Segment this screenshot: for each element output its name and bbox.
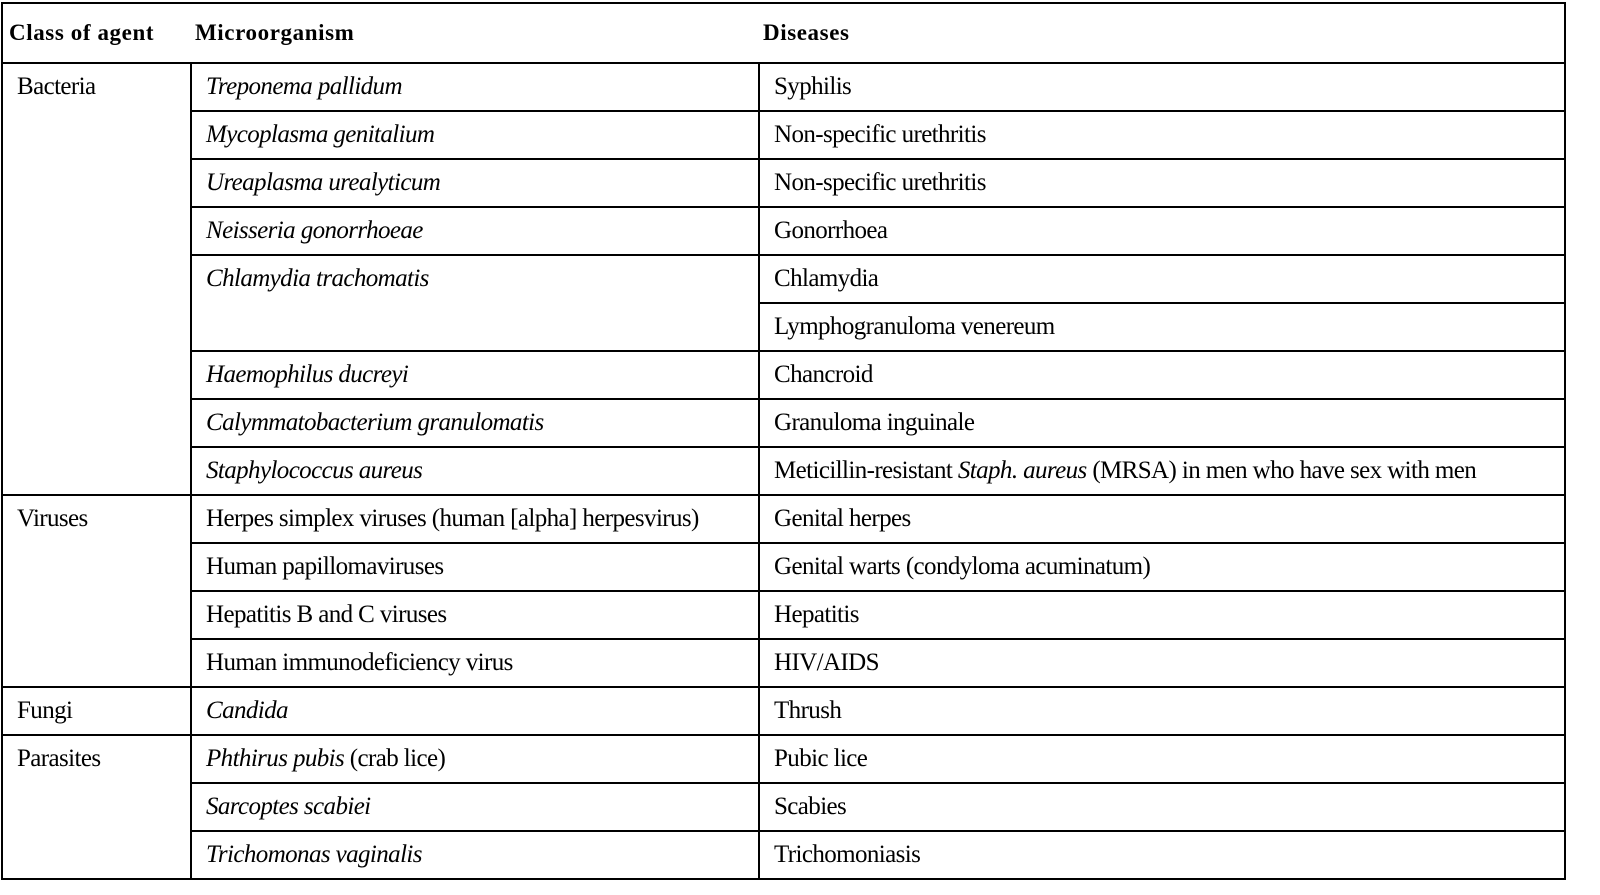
disease-cell: Non-specific urethritis [759, 159, 1565, 207]
disease-cell: Trichomoniasis [759, 831, 1565, 879]
organism-cell: Herpes simplex viruses (human [alpha] herpesvirus) [191, 495, 759, 543]
disease-cell: Gonorrhoea [759, 207, 1565, 255]
organism-cell: Candida [191, 687, 759, 735]
header-row [2, 3, 1565, 63]
table-row [2, 63, 1565, 111]
disease-cell [759, 447, 1565, 495]
table-row [2, 351, 1565, 399]
table-row [2, 735, 1565, 783]
table-row [2, 255, 1565, 303]
organism-cell: Mycoplasma genitalium [191, 111, 759, 159]
header-diseases: Diseases [759, 3, 1565, 63]
microorganism-disease-table [1, 2, 1566, 880]
table-row [2, 207, 1565, 255]
organism-cell: Sarcoptes scabiei [191, 783, 759, 831]
table-row [2, 639, 1565, 687]
organism-cell: Treponema pallidum [191, 63, 759, 111]
disease-cell: Genital warts (condyloma acuminatum) [759, 543, 1565, 591]
table-row [2, 687, 1565, 735]
disease-cell: Scabies [759, 783, 1565, 831]
header-class-of-agent: Class of agent [2, 3, 191, 63]
organism-cell: Calymmatobacterium granulomatis [191, 399, 759, 447]
organism-cell: Hepatitis B and C viruses [191, 591, 759, 639]
disease-cell: Chancroid [759, 351, 1565, 399]
disease-text-italic: Staph. aureus [957, 457, 1087, 484]
disease-cell: Genital herpes [759, 495, 1565, 543]
disease-cell: Lymphogranuloma venereum [759, 303, 1565, 351]
table-row [2, 831, 1565, 879]
class-cell-bacteria: Bacteria [2, 63, 191, 495]
disease-cell: Chlamydia [759, 255, 1565, 303]
disease-cell: Hepatitis [759, 591, 1565, 639]
disease-text: Meticillin-resistant [774, 457, 958, 484]
disease-cell: Thrush [759, 687, 1565, 735]
table-row [2, 543, 1565, 591]
header-microorganism: Microorganism [191, 3, 759, 63]
organism-cell: Neisseria gonorrhoeae [191, 207, 759, 255]
table-row [2, 591, 1565, 639]
organism-cell: Haemophilus ducreyi [191, 351, 759, 399]
class-cell-parasites: Parasites [2, 735, 191, 879]
organism-text-italic: Phthirus pubis [206, 745, 345, 772]
organism-cell: Human immunodeficiency virus [191, 639, 759, 687]
disease-cell: Syphilis [759, 63, 1565, 111]
class-cell-viruses: Viruses [2, 495, 191, 687]
organism-cell: Trichomonas vaginalis [191, 831, 759, 879]
table-row [2, 783, 1565, 831]
table-row [2, 159, 1565, 207]
class-cell-fungi: Fungi [2, 687, 191, 735]
table-row [2, 495, 1565, 543]
organism-cell [191, 735, 759, 783]
disease-cell: Granuloma inguinale [759, 399, 1565, 447]
disease-cell: Pubic lice [759, 735, 1565, 783]
organism-cell: Chlamydia trachomatis [191, 255, 759, 351]
disease-cell: HIV/AIDS [759, 639, 1565, 687]
table-row [2, 447, 1565, 495]
organism-text: (crab lice) [344, 745, 446, 772]
organism-cell: Human papillomaviruses [191, 543, 759, 591]
disease-cell: Non-specific urethritis [759, 111, 1565, 159]
organism-cell: Ureaplasma urealyticum [191, 159, 759, 207]
organism-cell: Staphylococcus aureus [191, 447, 759, 495]
table-row [2, 399, 1565, 447]
disease-text: (MRSA) in men who have sex with men [1086, 457, 1477, 484]
table-row [2, 111, 1565, 159]
